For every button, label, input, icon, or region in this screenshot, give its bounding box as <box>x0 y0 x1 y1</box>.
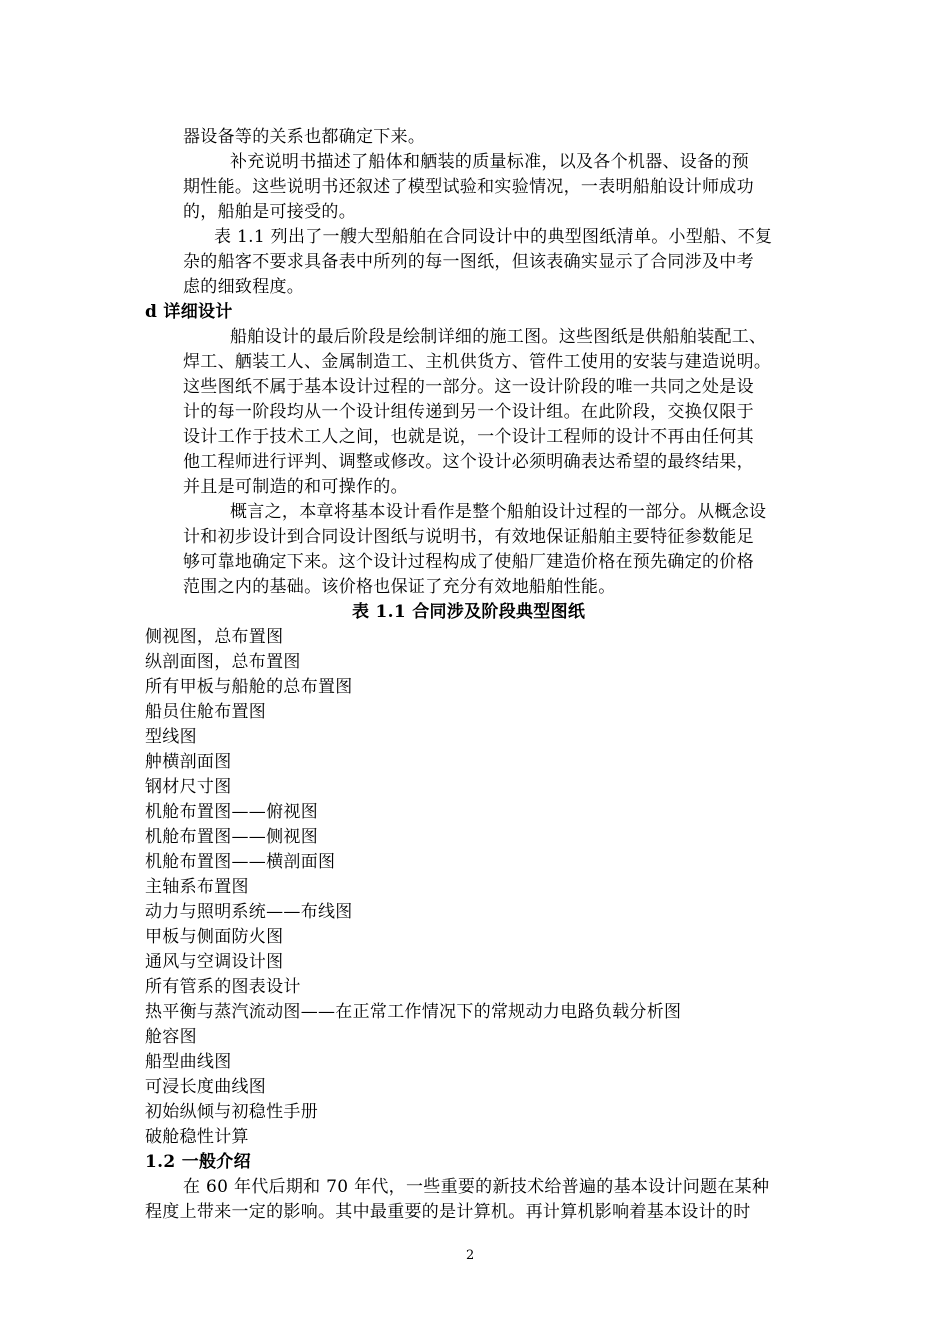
paragraph-line: 范围之内的基础。该价格也保证了充分有效地船舶性能。 <box>183 577 616 597</box>
list-item: 船型曲线图 <box>145 1052 232 1072</box>
list-item: 甲板与侧面防火图 <box>145 927 284 947</box>
list-item: 初始纵倾与初稳性手册 <box>145 1102 318 1122</box>
paragraph-line: 并且是可制造的和可操作的。 <box>183 477 408 497</box>
list-item: 舱容图 <box>145 1027 197 1047</box>
list-item: 热平衡与蒸汽流动图——在正常工作情况下的常规动力电路负载分析图 <box>145 1002 682 1022</box>
paragraph-line: 补充说明书描述了船体和舾装的质量标准，以及各个机器、设备的预 <box>230 152 749 172</box>
list-item: 机舱布置图——横剖面图 <box>145 852 336 872</box>
list-item: 船员住舱布置图 <box>145 702 267 722</box>
paragraph-line: 焊工、舾装工人、金属制造工、主机供货方、管件工使用的安装与建造说明。 <box>183 352 772 372</box>
paragraph-line: 表 1.1 列出了一艘大型船舶在合同设计中的典型图纸清单。小型船、不复 <box>214 227 773 247</box>
list-item: 机舱布置图——侧视图 <box>145 827 318 847</box>
list-item: 纵剖面图，总布置图 <box>145 652 301 672</box>
paragraph-line: 设计工作于技术工人之间，也就是说，一个设计工程师的设计不再由任何其 <box>183 427 754 447</box>
paragraph-line: 在 60 年代后期和 70 年代，一些重要的新技术给普遍的基本设计问题在某种 <box>183 1177 770 1197</box>
paragraph-line: 计的每一阶段均从一个设计组传递到另一个设计组。在此阶段，交换仅限于 <box>183 402 754 422</box>
section-heading: d 详细设计 <box>145 302 233 322</box>
list-item: 可浸长度曲线图 <box>145 1077 267 1097</box>
paragraph-line: 计和初步设计到合同设计图纸与说明书，有效地保证船舶主要特征参数能足 <box>183 527 754 547</box>
paragraph-line: 概言之，本章将基本设计看作是整个船舶设计过程的一部分。从概念设 <box>230 502 767 522</box>
paragraph-line: 器设备等的关系也都确定下来。 <box>183 127 426 147</box>
list-item: 破舱稳性计算 <box>145 1127 249 1147</box>
list-item: 主轴系布置图 <box>145 877 249 897</box>
paragraph-line: 够可靠地确定下来。这个设计过程构成了使船厂建造价格在预先确定的价格 <box>183 552 754 572</box>
list-item: 钢材尺寸图 <box>145 777 232 797</box>
list-item: 通风与空调设计图 <box>145 952 284 972</box>
paragraph-line: 船舶设计的最后阶段是绘制详细的施工图。这些图纸是供船舶装配工、 <box>230 327 767 347</box>
table-title: 表 1.1 合同涉及阶段典型图纸 <box>352 602 586 622</box>
list-item: 侧视图，总布置图 <box>145 627 284 647</box>
paragraph-line: 期性能。这些说明书还叙述了模型试验和实验情况，一表明船舶设计师成功 <box>183 177 754 197</box>
list-item: 型线图 <box>145 727 197 747</box>
paragraph-line: 程度上带来一定的影响。其中最重要的是计算机。再计算机影响着基本设计的时 <box>145 1202 751 1222</box>
page-number: 2 <box>466 1248 475 1263</box>
section-heading: 1.2 一般介绍 <box>145 1152 251 1172</box>
list-item: 机舱布置图——俯视图 <box>145 802 318 822</box>
paragraph-line: 这些图纸不属于基本设计过程的一部分。这一设计阶段的唯一共同之处是设 <box>183 377 754 397</box>
paragraph-line: 杂的船客不要求具备表中所列的每一图纸，但该表确实显示了合同涉及中考 <box>183 252 754 272</box>
list-item: 舯横剖面图 <box>145 752 232 772</box>
list-item: 动力与照明系统——布线图 <box>145 902 353 922</box>
paragraph-line: 的，船舶是可接受的。 <box>183 202 356 222</box>
paragraph-line: 他工程师进行评判、调整或修改。这个设计必须明确表达希望的最终结果， <box>183 452 754 472</box>
list-item: 所有甲板与船舱的总布置图 <box>145 677 353 697</box>
paragraph-line: 虑的细致程度。 <box>183 277 305 297</box>
list-item: 所有管系的图表设计 <box>145 977 301 997</box>
